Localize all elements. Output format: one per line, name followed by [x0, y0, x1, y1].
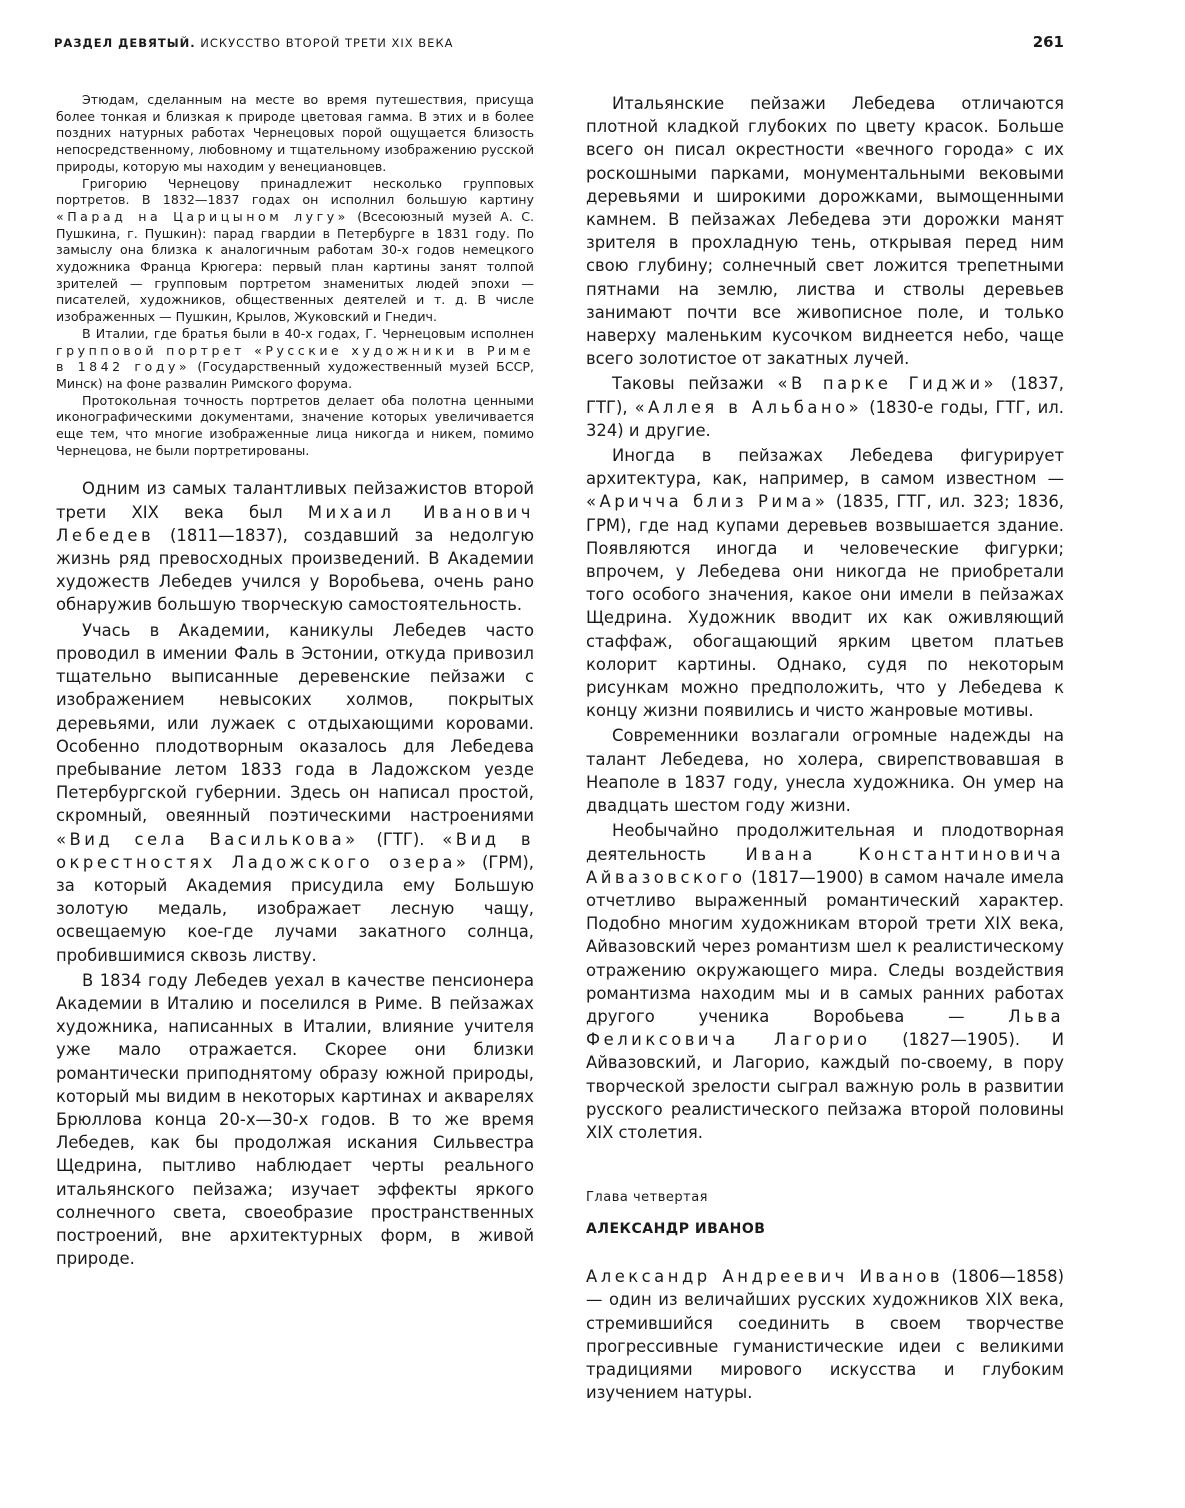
section-subtitle: ИСКУССТВО ВТОРОЙ ТРЕТИ XIX ВЕКА	[200, 36, 454, 50]
section-title: РАЗДЕЛ ДЕВЯТЫЙ.	[54, 36, 196, 50]
paragraph: Необычайно продолжительная и плодотворная деятельность Ивана Константиновича Айвазовского (1817—1900) в самом начале имела отчетливо выраженный романтический характер. Подобно многим художникам второй трети XIX века, Айвазовский через романтизм шел к реалистическому отражению окружающего мира. Следы воздействия романтизма находим мы и в самых ранних работах другого ученика Воробьева — Льва Феликсовича Лагорио (1827—1905). И Айвазовский, и Лагорио, каждый по-своему, в пору творческой зрелости сыграл важную роль в развитии русского реалистического пейзажа второй половины XIX столетия.	[586, 821, 1065, 1142]
paragraph: Григорию Чернецову принадлежит несколько групповых портретов. В 1832—1837 годах он исполнил большую картину «Парад на Царицыном лугу» (Всесоюзный музей А. С. Пушкина, г. Пушкин): парад гвардии в Петербурге в 1831 году. По замыслу она близка к аналогичным работам 30-х годов немецкого художника Франца Крюгера: первый план картины занят толпой зрителей — групповым портретом знаменитых людей эпохи — писателей, художников, общественных деятелей и т. д. В числе изображенных — Пушкин, Крылов, Жуковский и Гнедич.	[56, 175, 534, 325]
paragraph: Иногда в пейзажах Лебедева фигурирует архитектура, как, например, в самом известном — «Ариччa близ Рима» (1835, ГТГ, ил. 323; 1836, ГРМ), где над купами деревьев возвышается здание. Появляются иногда и человеческие фигурки; впрочем, у Лебедева они никогда не приобретали того особого значения, какое они имели в пейзажах Щедрина. Художник вводит их как оживляющий стаффаж, обогащающий ярким цветом платьев колорит картины. Однако, судя по некоторым рисункам можно предположить, что у Лебедева к концу жизни появились и чисто жанровые мотивы.	[586, 446, 1064, 721]
artwork-title: «В парке Гиджи»	[777, 374, 998, 394]
left-column	[56, 92, 534, 1270]
paragraph: Итальянские пейзажи Лебедева отличаются плотной кладкой глубоких по цвету красок. Больше всего он писал окрестности «вечного города» с их роскошными парками, монументальными вековыми деревьями и широкими дорожками, вымощенными камнем. В пейзажах Лебедева эти дорожки манят зрителя в прохладную тень, открывая перед ним свою глубину; солнечный свет ложится трепетными пятнами на землю, листва и стволы деревьев занимают почти все живописное поле, и только наверху маленьким кусочком виднеется небо, чаще всего золотистое от закатных лучей.	[586, 94, 1064, 369]
artwork-title: «Ариччa близ Рима»	[586, 492, 829, 512]
artwork-title: групповой портрет «Русские художники в Риме в 1842 году»	[56, 342, 534, 375]
right-column	[586, 92, 1064, 1404]
artwork-title: «Аллея в Альбано»	[634, 397, 863, 417]
paragraph: Учась в Академии, каникулы Лебедев часто проводил в имении Фаль в Эстонии, откуда привозил тщательно выписанные деревенские пейзажи с изображением невысоких холмов, покрытых деревьями, или лужаек с отдыхающими коровами. Особенно плодотворным оказалось для Лебедева пребывание летом 1833 года в Ладожском уезде Петербургской губернии. Здесь он написал простой, скромный, овеянный поэтическими настроениями «Вид села Василькова» (ГТГ). «Вид в окрестностях Ладожского озера» (ГРМ), за который Академия присудила ему Большую золотую медаль, изображает лесную чащу, освещаемую кое-где лучами закатного солнца, пробившимися сквозь листву.	[56, 620, 534, 965]
chapter-title: АЛЕКСАНДР ИВАНОВ	[586, 1221, 766, 1238]
paragraph: Этюдам, сделанным на месте во время путешествия, присуща более тонкая и близкая к природе цветовая гамма. В этих и в более поздних натурных работах Чернецовых порой ощущается близость непосредственному, любовному и тщательному изображению русской природы, которую мы находим у венециановцев.	[56, 92, 534, 174]
artwork-title: «Парад на Царицыном лугу»	[56, 208, 349, 224]
paragraph: Александр Андреевич Иванов (1806—1858) — один из величайших русских художников XIX века, стремившийся соединить в своем творчестве прогрессивные гуманистические идеи с великими традициями мирового искусства и глубоким изучением натуры.	[586, 1267, 1064, 1403]
paragraph: Современники возлагали огромные надежды на талант Лебедева, но холера, свирепствовавшая в Неаполе в 1837 году, унесла художника. Он умер на двадцать шестом году жизни.	[586, 726, 1064, 816]
artwork-title: «Вид в окрестностях Ладожского озера»	[56, 829, 534, 872]
paragraph: В Италии, где братья были в 40-х годах, Г. Чернецовым исполнен групповой портрет «Русские художники в Риме в 1842 году» (Государственный художественный музей БССР, Минск) на фоне развалин Римского форума.	[56, 325, 535, 391]
artist-name: Михаил Иванович Лебедев	[56, 502, 534, 545]
artist-name: Александр Андреевич Иванов	[586, 1267, 944, 1287]
main-text-block	[586, 92, 1064, 1144]
artist-name: Льва Феликсовича Лагорио	[586, 1006, 1064, 1050]
main-text-block	[56, 477, 534, 1270]
paragraph: Одним из самых талантливых пейзажистов второй трети XIX века был Михаил Иванович Лебедев (1811—1837), создавший за недолгую жизнь ряд превосходных произведений. В Академии художеств Лебедев учился у Воробьева, очень рано обнаружив большую творческую самостоятельность.	[56, 479, 534, 615]
running-header	[54, 33, 1064, 58]
paragraph: Протокольная точность портретов делает оба полотна ценными иконографическими документами, значение которых увеличивается еще тем, что многие изображенные лица никогда и никем, помимо Чернецова, не были портретированы.	[56, 392, 534, 458]
paragraph: Таковы пейзажи «В парке Гиджи» (1837, ГТГ), «Аллея в Альбано» (1830-е годы, ГТГ, ил. 324) и другие.	[586, 374, 1064, 440]
paragraph: В 1834 году Лебедев уехал в качестве пенсионера Академии в Италию и поселился в Риме. В пейзажах художника, написанных в Италии, влияние учителя уже мало отражается. Скорее они близки романтически приподнятому образу южной природы, который мы видим в некоторых картинах и акварелях Брюллова конца 20-х—30-х годов. В то же время Лебедев, как бы продолжая искания Сильвестра Щедрина, пытливо наблюдает черты реального итальянского пейзажа; изучает эффекты яркого солнечного света, своеобразие пространственных построений, вне архитектурных форм, в живой природе.	[56, 970, 534, 1269]
artist-name: Ивана Константиновича Айвазовского	[586, 844, 1064, 887]
small-print-block	[56, 92, 534, 459]
chapter-label: Глава четвертая	[586, 1190, 708, 1206]
chapter-intro	[586, 1265, 1064, 1404]
page-number: 261	[1032, 33, 1064, 51]
artwork-title: «Вид села Василькова»	[56, 829, 359, 849]
